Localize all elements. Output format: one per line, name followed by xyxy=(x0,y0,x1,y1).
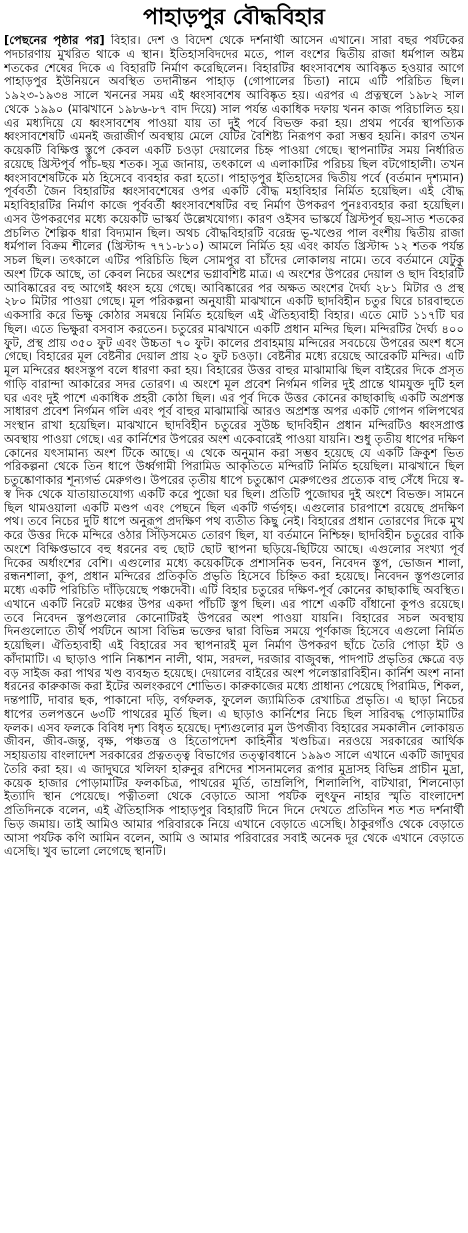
article-headline: পাহাড়পুর বৌদ্ধবিহার xyxy=(143,5,325,30)
article-body xyxy=(4,34,464,1230)
continued-from-tag: [পেছনের পৃষ্ঠার পর] xyxy=(4,34,105,47)
article-text: বিহার। দেশ ও বিদেশ থেকে দর্শনার্থী আসেন এখানে। সারা বছর পর্যটকের পদচারণায় মুখরিত থাকে এ স্থান। ইতিহাসবিদদের মতে, পাল বংশের দ্বিতীয় রাজা ধর্মপাল অষ্টম শতকের শেষের দিকে এ বিহারটি নির্মাণ করেছিলেন। বিহারটির ধ্বংসাবশেষ আবিষ্কৃত হওয়ার আগে পাহাড়পুর ইউনিয়নে অবস্থিত তদানীন্তন পাহাড় (গোপালের চিতা) নামে এটি পরিচিত ছিল। ১৯২৩-১৯৩৪ সালে খননের সময় এই ধ্বংসাবশেষ আবিষ্কৃত হয়। এরপর এ প্রত্নস্থলে ১৯৮২ সাল থেকে ১৯৯০ (মাঝখানে ১৯৮৬-৮৭ বাদ দিয়ে) সাল পর্যন্ত একাধিক দফায় খনন কাজ পরিচালিত হয়। এর মধ্যদিয়ে যে ধ্বংসাবশেষ পাওয়া যায় তা দুই পর্বে বিভক্ত করা হয়। প্রথম পর্বের স্থাপত্যিক ধ্বংসাবশেষটি এমনই জরাজীর্ণ অবস্থায় মেলে যেটির বৈশিষ্ট্য নিরূপণ করা সম্ভব হয়নি। কারণ তখন কয়েকটি বিক্ষিপ্ত স্তুপে কেবল একটি চওড়া দেয়ালের চিহ্ন পাওয়া গেছে। স্থাপনাটির সময় নির্ধারিত রয়েছে খ্রিস্টপূর্ব পাঁচ-ছয় শতক। সূত্র জানায়, তৎকালে এ এলাকাটির পরিচয় ছিল বটগোহালী। তখন ধ্বংসাবশেষটিকে মঠ হিসেবে ব্যবহার করা হতো। পাহাড়পুর ইতিহাসের দ্বিতীয় পর্বে (বর্তমান দৃশ্যমান) পূর্ববর্তী জৈন বিহারটির ধ্বংসাবশেষের ওপর একটি বৌদ্ধ মহাবিহার নির্মিত হয়েছিল। এই বৌদ্ধ মহাবিহারটির নির্মাণ কাজে পূর্ববর্তী ধ্বংসাবশেষটির বহু নির্মাণ উপকরণ পুনঃব্যবহার করা হয়েছিল। এসব উপকরণের মধ্যে কয়েকটি ভাস্কর্য উল্লেখযোগ্য। কারণ ওইসব ভাস্কর্যে খ্রিস্টপূর্ব ছয়-সাত শতকের প্রচলিত শৈল্পিক ধারা বিদ্যমান ছিল। অথচ বৌদ্ধবিহারটি বরেন্দ্র ভূ-খণ্ডের পাল বংশীয় দ্বিতীয় রাজা ধর্মপাল বিক্রম শীলের (খ্রিস্টাব্দ ৭৭১-৮১০) আমলে নির্মিত হয় এবং কার্যত খ্রিস্টাব্দ ১২ শতক পর্যন্ত সচল ছিল। তৎকালে এটির পরিচিতি ছিল সোমপুর বা চাঁদের লোকালয় নামে। তবে বর্তমানে যেটুকু অংশ টিকে আছে, তা কেবল নিচের অংশের ভগ্নাবশিষ্ট মাত্র। এ অংশের উপরের দেয়াল ও ছাদ বিহারটি আবিষ্কারের বহু আগেই ধ্বংস হয়ে গেছে। আবিষ্কারের পর অক্ষত অংশের দৈর্ঘ্য ২৮১ মিটার ও প্রস্থ ২৮০ মিটার পাওয়া গেছে। মূল পরিকল্পনা অনুযায়ী মাঝখানে একটি ছাদবিহীন চতুর ঘিরে চারবাহুতে একসারি করে ভিক্ষু কোঠার সমন্বয়ে নির্মিত হয়েছিল এই ঐতিহ্যবাহী বিহার। এতে মোট ১১৭টি ঘর ছিল। এতে ভিক্ষুরা বসবাস করতেন। চতুরের মাঝখানে একটি প্রধান মন্দির ছিল। মন্দিরটির দৈর্ঘ্য ৪০০ ফুট, প্রস্থ প্রায় ৩৫০ ফুট এবং উচ্চতা ৭০ ফুট। কালের প্রবাহমায় মন্দিরের সবচেয়ে উপরের অংশ ধসে গেছে। বিহারের মূল বেষ্টনীর দেয়াল প্রায় ২০ ফুট চওড়া। বেষ্টনীর মধ্যে রয়েছে আরেকটি মন্দির। এটি মূল মন্দিরের ধ্বংসস্তূপ বলে ধারণা করা হয়। বিহারের উত্তর বাহুর মাঝামাঝি ছিল বাইরের দিকে প্রসৃত গাড়ি বারান্দা আকারের সদর তোরণ। এ অংশে মূল প্রবেশ নির্গমন গলির দুই প্রান্তে থামযুক্ত দুটি হল ঘর এবং দুই পাশে একাধিক প্রহরী কোঠা ছিল। এর পূর্ব দিকে উত্তর কোনের কাছাকাছি একটি অপ্রশস্ত সাধারণ প্রবেশ নির্গমন গলি এবং পূর্ব বাহুর মাঝামাঝি আরও অপ্রশস্ত অপর একটি গোপন গলিপথের সংস্থান রাখা হয়েছিল। মাঝখানে ছাদবিহীন চতুরের সুউচ্চ ছাদবিহীন প্রধান মন্দিরটিও ধ্বংসপ্রাপ্ত অবস্থায় পাওয়া গেছে। এর কার্নিশের উপরের অংশ একেবারেই পাওয়া যায়নি। শুধু তৃতীয় ধাপের দক্ষিণ কোনের যৎসামান্য অংশ টিকে আছে। এ থেকে অনুমান করা সম্ভব হয়েছে যে একটি ক্রিকুশ ভিত পরিকল্পনা থেকে তিন ধাপে উর্ধ্বগামী পিরামিড আকৃতিতে মন্দিরটি নির্মিত হয়েছিল। মাঝখানে ছিল চতুষ্কোণাকার শূন্যগর্ভ মেরুগণ্ড। উপরের তৃতীয় ধাপে চতুষ্কোণ মেরুগণ্ডের প্রত্যেক বাহু সেঁধে দিয়ে স্ব-স্ব দিক থেকে যাতায়াতযোগ্য একটি করে পুজো ঘর ছিল। প্রতিটি পুজোঘর দুই অংশে বিভক্ত। সামনে ছিল থামওয়ালা একটি মণ্ডপ এবং পেছনে ছিল একটি গর্ভগৃহ। এগুলোর চারপাশে রয়েছে প্রদক্ষিণ পথ। তবে নিচের দুটি ধাপে অনুরূপ প্রদক্ষিণ পথ ব্যতীত কিছু নেই। বিহারের প্রধান তোরণের দিকে মুখ করে উত্তর দিকে মন্দিরে ওঠার সিঁড়িসমেত তোরণ ছিল, যা বর্তমানে নিশ্চিহ্ন। ছাদবিহীন চতুরের বাকি অংশে বিক্ষিপ্তভাবে বহু ধরনের বহু ছোট ছোট স্থাপনা ছড়িয়ে-ছিটিয়ে আছে। এগুলোর সংখ্যা পূর্ব দিকের অর্ধাংশের বেশি। এগুলোর মধ্যে কয়েকটিকে প্রশাসনিক ভবন, নিবেদন স্তূপ, ভোজন শালা, রন্ধনশালা, কূপ, প্রধান মন্দিরের প্রতিকৃতি প্রভৃতি হিসেবে চিহ্নিত করা হয়েছে। নিবেদন স্তূপগুলোর মধ্যে একটি পরিচিতি দাঁড়িয়েছে পঞ্চদেবী। এটি বিহার চতুরের দক্ষিণ-পূর্ব কোনের কাছাকাছি অবস্থিত। এখানে একটি নিরেট মঞ্চের উপর একদা পাঁচটি স্তূপ ছিল। এর পাশে একটি বাঁধানো কূপও রয়েছে। তবে নিবেদন স্তূপগুলোর কোনোটিরই উপরের অংশ পাওয়া যায়নি। বিহারের সচল অবস্থায় দিনগুলোতে তীর্থ পর্যটনে আসা বিভিন্ন ভক্তের দ্বারা বিভিন্ন সময়ে পূর্ণকাজ হিসেবে এগুলো নির্মিত হয়েছিল। ঐতিহ্যবাহী এই বিহারের সব স্থাপনারই মূল নির্মাণ উপকরণ ছাঁচে তৈরি পোড়া ইট ও কাঁদামাটি। এ ছাড়াও পানি নিষ্কাশন নালী, থাম, সরদল, দরজার বাজুবন্ধ, পাদপাট প্রভৃতির ক্ষেত্রে বড় বড় সাইজ করা পাথর খণ্ড ব্যবহৃত হয়েছে। দেয়ালের বাইরের অংশ পলেস্তারাবিহীন। কার্নিশ অংশ নানা ধরনের কারুকাজ করা ইটের অলংকরণে শোভিত। কারুকাজের মধ্যে প্রাধান্য পেয়েছে পিরামিড, শিকল, দন্তপাটি, দাবার ছক, পাকানো দড়ি, বর্গফলক, ফুলেল জ্যামিতিক রেখাচিত্র প্রভৃতি। এ ছাড়া নিচের ধাপের তলপত্তনে ৬৩টি পাথরের মূর্তি ছিল। এ ছাড়াও কার্নিশের নিচে ছিল সারিবদ্ধ পোড়ামাটির ফলক। এসব ফলকে বিবিধ দৃশ্য বিধৃত হয়েছে। দৃশ্যগুলোর মূল উপজীব্য বিহারের সমকালীন লোকায়ত জীবন, জীব-জন্তু, বৃক্ষ, পঞ্চতন্ত্র ও হিতোপদেশ কাহিনীর খণ্ডচিত্র। নরওয়ে সরকারের আর্থিক সহায়তায় বাংলাদেশ সরকারের প্রত্নতত্ত্ব বিভাগের তত্ত্বাবধানে ১৯৯৩ সালে এখানে একটি জাদুঘর তৈরি করা হয়। এ জাদুঘরে খলিফা হারুনুর রশিদের শাসনামলের রূপার মুদ্রাসহ বিভিন্ন প্রাচীন মুদ্রা, কয়েক হাজার পোড়ামাটির ফলকচিত্র, পাথরের মূর্তি, তাম্রলিপি, শিলালিপি, বাটখারা, শিলনোড়া ইত্যাদি স্থান পেয়েছে। পত্নীতলা থেকে বেড়াতে আসা পর্যটক লুৎফুন নাহার স্মৃতি বাংলাদেশ প্রতিদিনকে বলেন, এই ঐতিহাসিক পাহাড়পুর বিহারটি দিনে দিনে দেখতে প্রতিদিন শত শত দর্শনার্থী ভিড় জমায়। তাই আমিও আমার পরিবারকে নিয়ে এখানে বেড়াতে এসেছি। ঠাকুরগাঁও থেকে বেড়াতে আসা পর্যটক কণি আমিন বলেন, আমি ও আমার পরিবারের সবাই অনেক দূর থেকে এখানে বেড়াতে এসেছি। খুব ভালো লেগেছে স্থানটি। xyxy=(4,34,464,859)
